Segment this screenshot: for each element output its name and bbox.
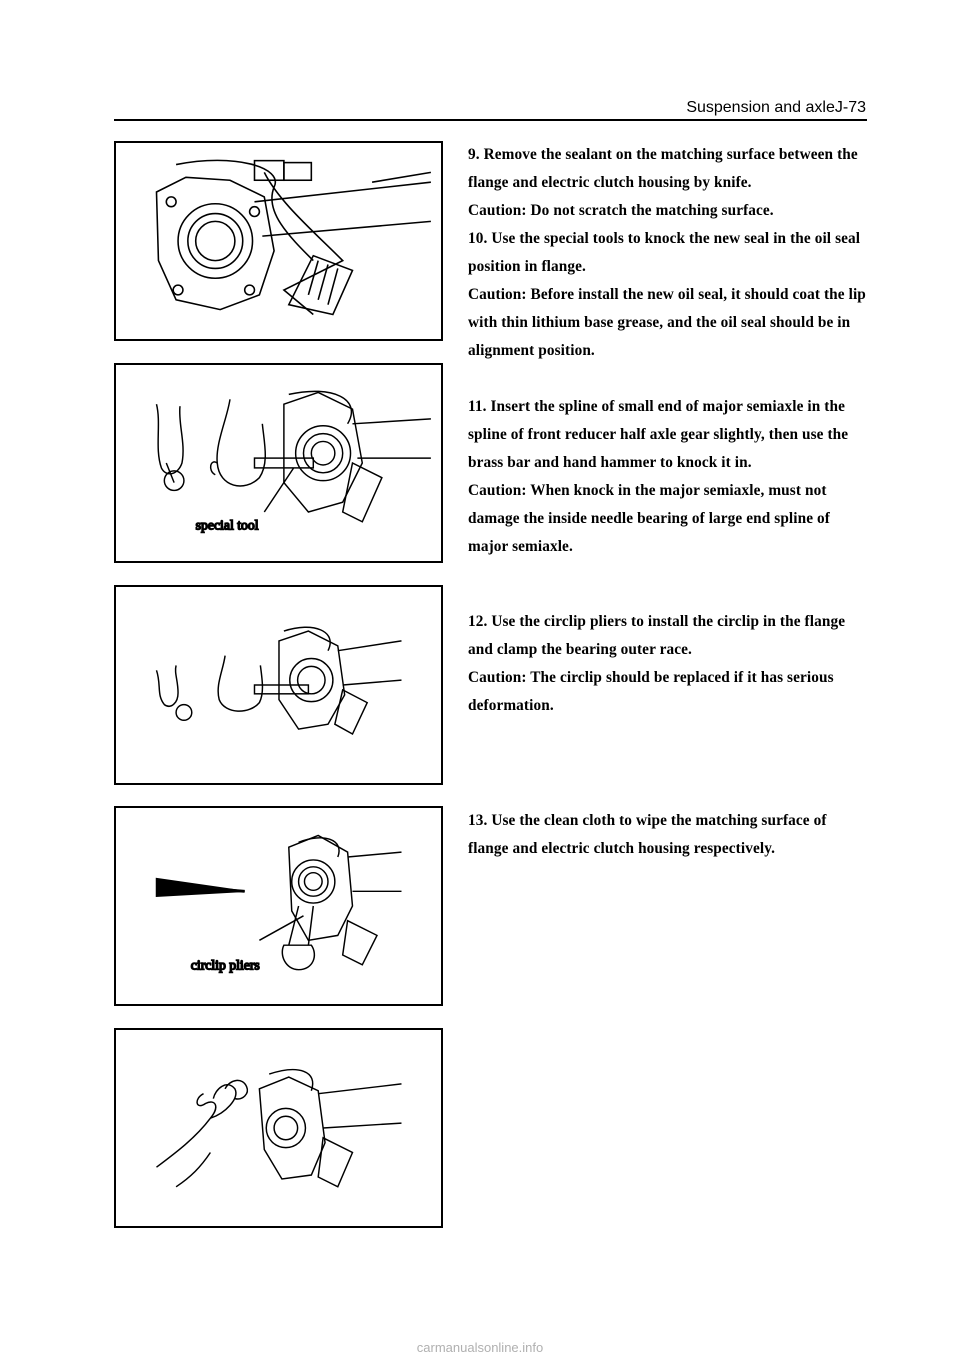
step-13-text: 13. Use the clean cloth to wipe the matching surface of flange and electric clutch housing respectively. bbox=[468, 812, 827, 857]
step-9-text: 9. Remove the sealant on the matching surface between the flange and electric clutch housing by knife. bbox=[468, 146, 858, 191]
figure-flange-sealant bbox=[114, 141, 443, 341]
circlip-pliers-label: circlip pliers bbox=[190, 957, 260, 973]
figure-special-tool bbox=[114, 363, 443, 563]
header-title: Suspension and axleJ-73 bbox=[686, 99, 866, 116]
step-11-caution: Caution: When knock in the major semiaxle, must not damage the inside needle bearing of large end spline of major semiaxle. bbox=[468, 482, 830, 555]
step-11-block bbox=[468, 393, 870, 561]
flange-illustration bbox=[116, 143, 441, 339]
footer-watermark: carmanualsonline.info bbox=[416, 1340, 544, 1355]
circlip-pliers-illustration bbox=[116, 808, 441, 1004]
knock-semiaxle-illustration bbox=[116, 587, 441, 783]
figure-circlip-pliers bbox=[114, 806, 443, 1006]
step-12-caution: Caution: The circlip should be replaced if it has serious deformation. bbox=[468, 669, 834, 714]
special-tool-illustration bbox=[116, 365, 441, 561]
step-11-text: 11. Insert the spline of small end of major semiaxle in the spline of front reducer half axle gear slightly, then use the brass bar and hand hammer to knock it in. bbox=[468, 398, 849, 471]
figure-wipe-surface bbox=[114, 1028, 443, 1228]
step-10-caution: Caution: Before install the new oil seal, it should coat the lip with thin lithium base grease, and the oil seal should be in alignment position. bbox=[468, 286, 866, 359]
step-13-block bbox=[468, 807, 870, 863]
header-rule bbox=[114, 119, 867, 121]
step-10-text: 10. Use the special tools to knock the new seal in the oil seal position in flange. bbox=[468, 230, 861, 275]
figure-knock-semiaxle bbox=[114, 585, 443, 785]
step-12-block bbox=[468, 608, 870, 720]
step-9-block bbox=[468, 141, 870, 365]
wipe-surface-illustration bbox=[116, 1030, 441, 1226]
step-12-text: 12. Use the circlip pliers to install the circlip in the flange and clamp the bearing outer race. bbox=[468, 613, 846, 658]
step-9-caution: Caution: Do not scratch the matching surface. bbox=[468, 202, 774, 219]
special-tool-label: special tool bbox=[195, 517, 259, 533]
